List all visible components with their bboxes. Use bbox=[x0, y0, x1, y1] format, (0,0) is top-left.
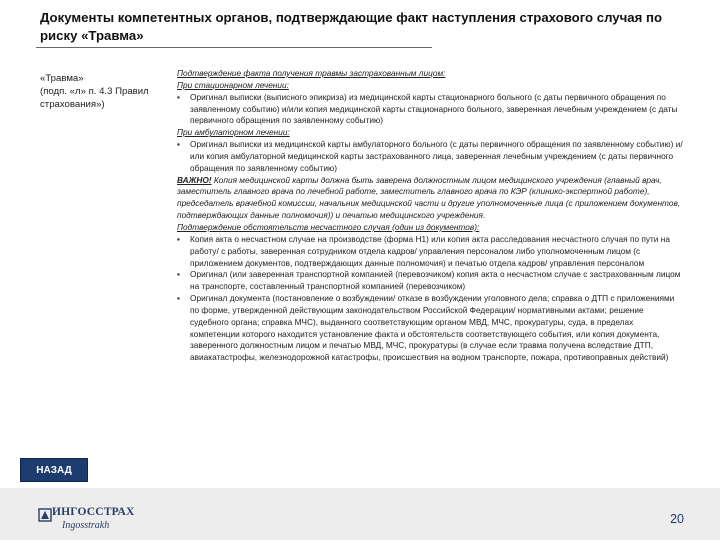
page-number: 20 bbox=[670, 512, 684, 526]
important-note bbox=[177, 175, 683, 222]
page-title: Документы компетентных органов, подтверждающие факт наступления страхового случая по риску «Травма» bbox=[40, 10, 663, 43]
important-label: ВАЖНО! bbox=[177, 174, 212, 185]
bullet-icon: ▪ bbox=[177, 91, 180, 102]
bullet-icon: ▪ bbox=[177, 233, 180, 244]
list-item: ▪ Оригинал выписки (выписного эпикриза) из медицинской карты стационарного больного (с даты первичного обращения по заявленному событию) и/или копия медицинской карты стационарного больного, заверенная лечебным учреждением (с даты первичного обращения по заявленному событию) bbox=[177, 91, 678, 126]
bullet-icon: ▪ bbox=[177, 269, 180, 280]
title-underline bbox=[36, 47, 432, 48]
list-item: ▪ Оригинал выписки из медицинской карты амбулаторного больного (с даты первичного обращения по заявленному событию) и/или копия амбулаторной медицинской карты застрахованного лица, заверенная лечебным учреждением (с даты первичного обращения по заявленному событию) bbox=[177, 139, 683, 173]
logo-wordmark: ИНГОССТРАХ bbox=[52, 506, 135, 518]
important-text: Копия медицинской карты должна быть заверена должностным лицом медицинского учреждения (главный врач, заместитель главного врача по лечебной работе, заместитель главного врача по КЭР (клинико-экспертной работе), председатель врачебной комиссии, начальник медицинской части и другие уполномоченные лица (с приложением документов, подтверждающих данные полномочия)) и печатью медицинского учреждения. bbox=[177, 174, 681, 221]
risk-rules: страхования») bbox=[40, 99, 105, 110]
risk-clause: (подп. «л» п. 4.3 Правил bbox=[40, 86, 149, 97]
section-heading-injury-fact: Подтверждение факта получения травмы застрахованным лицом: bbox=[177, 68, 446, 78]
list-item: ▪ Копия акта о несчастном случае на производстве (форма Н1) или копия акта расследования несчастного случая по пути на работу/ с работы, заверенная сотрудником отдела кадров/ управления персоналом либо уполномоченным лицом (с приложением документов, подтверждающих данные полномочия) и печатью отдела кадров/ управления персоналом bbox=[177, 233, 670, 268]
company-logo bbox=[38, 506, 135, 536]
list-item: ▪ Оригинал (или заверенная транспортной компанией (перевозчиком) копия акта о несчастном случае с застрахованным лицом на транспорте, составленный транспортной компанией (перевозчиком) bbox=[177, 269, 681, 292]
bullet-icon: ▪ bbox=[177, 293, 180, 304]
document-requirements bbox=[177, 68, 683, 364]
logo-emblem-icon bbox=[38, 508, 52, 522]
subheading-inpatient: При стационарном лечении: bbox=[177, 79, 289, 90]
bullet-icon: ▪ bbox=[177, 139, 180, 150]
risk-name: «Травма» bbox=[40, 73, 84, 84]
section-heading-circumstances: Подтверждение обстоятельств несчастного случая (один из документов): bbox=[177, 221, 480, 232]
subheading-outpatient: При амбулаторном лечении: bbox=[177, 127, 290, 138]
list-item: ▪ Оригинал документа (постановление о возбуждении/ отказе в возбуждении уголовного дела; справка о ДТП с приложениями по форме, утвержденной действующим законодательством Российской Федерации/ нормативными актами; решение судебного органа; справка МЧС), выданного соответствующим органом МВД, МЧС, прокуратуры, суда, в пределах компетенции которого находится установление факта и обстоятельств соответствующего события, или копия документа, заверенного должностным лицом и печатью МВД, МЧС, прокуратуры (в случае если травма получена вследствие ДТП, авиакатастрофы, железнодорожной катастрофы, происшествия на водном транспорте, пожара, противоправных действий) bbox=[177, 293, 675, 363]
risk-reference bbox=[40, 72, 168, 111]
back-button[interactable]: НАЗАД bbox=[20, 458, 88, 482]
logo-script: Ingosstrakh bbox=[62, 520, 110, 531]
